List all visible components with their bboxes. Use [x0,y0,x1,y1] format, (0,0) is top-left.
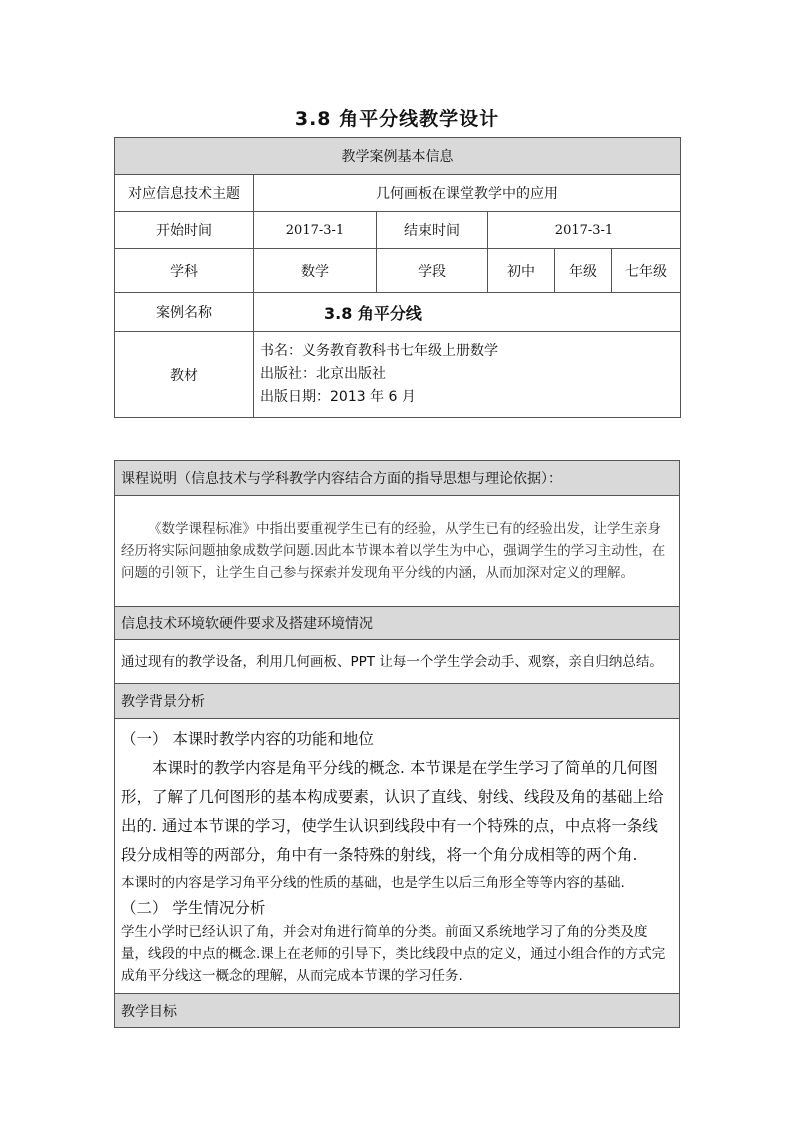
start-time-label: 开始时间 [115,212,254,249]
subject-value: 数学 [254,249,377,293]
textbook-label: 教材 [115,332,254,418]
section2-text: 学生小学时已经认识了角，并会对角进行简单的分类。前面又系统地学习了角的分类及度量，线段的中点的概念.课上在老师的引导下，类比线段中点的定义，通过小组合作的方式完成角平分线这一概念的理解，从而完成本节课的学习任务. [121,924,666,984]
textbook-publish-date: 出版日期：2013 年 6 月 [260,389,416,405]
course-details-table [114,460,680,1028]
document-title: 3.8 角平分线教学设计 [294,108,500,130]
section1-text-2: 本课时的内容是学习角平分线的性质的基础，也是学生以后三角形全等等内容的基础. [121,875,625,891]
start-time-value: 2017-3-1 [254,212,377,249]
section1-text: 本课时的教学内容是角平分线的概念. 本节课是在学生学习了简单的几何图形，了解了几何图形的基本构成要素，认识了直线、射线、线段及角的基础上给出的. 通过本节课的学习，使学生认识到线段中有一个特殊的点，中点将一条线段分成相等的两部分，角中有一条特殊的射线，将一个角分成相等的两个角. [121,759,664,864]
textbook-info [254,332,681,418]
case-name-text: 3.8 角平分线 [324,303,422,323]
section1-title: （一） 本课时教学内容的功能和地位 [121,730,374,748]
stage-label: 学段 [377,249,488,293]
grade-value: 七年级 [612,249,681,293]
basic-info-table [114,137,681,418]
goals-header: 教学目标 [115,994,680,1028]
case-name-value [254,293,681,332]
end-time-label: 结束时间 [377,212,488,249]
background-content [115,719,680,994]
env-text: 通过现有的教学设备，利用几何画板、PPT 让每一个学生学会动手、观察，亲自归纳总结。 [115,640,680,684]
course-explain-text: 《数学课程标准》中指出要重视学生已有的经验，从学生已有的经验出发，让学生亲身经历将实际问题抽象成数学问题.因此本节课本着以学生为中心，强调学生的学习主动性，在问题的引领下，让学生自己参与探索并发现角平分线的内涵，从而加深对定义的理解。 [115,496,680,607]
textbook-book-name: 书名：义务教育教科书七年级上册数学 [260,343,498,359]
end-time-value: 2017-3-1 [488,212,681,249]
case-name-label: 案例名称 [115,293,254,332]
info-header: 教学案例基本信息 [115,138,681,175]
background-header: 教学背景分析 [115,684,680,719]
topic-value: 几何画板在课堂教学中的应用 [254,175,681,212]
stage-value: 初中 [488,249,555,293]
section2-title: （二） 学生情况分析 [121,899,266,917]
topic-label: 对应信息技术主题 [115,175,254,212]
course-explain-header: 课程说明（信息技术与学科教学内容结合方面的指导思想与理论依据）： [115,461,680,496]
textbook-publisher: 出版社：北京出版社 [260,366,386,382]
grade-label: 年级 [555,249,612,293]
env-header: 信息技术环境软硬件要求及搭建环境情况 [115,607,680,640]
subject-label: 学科 [115,249,254,293]
